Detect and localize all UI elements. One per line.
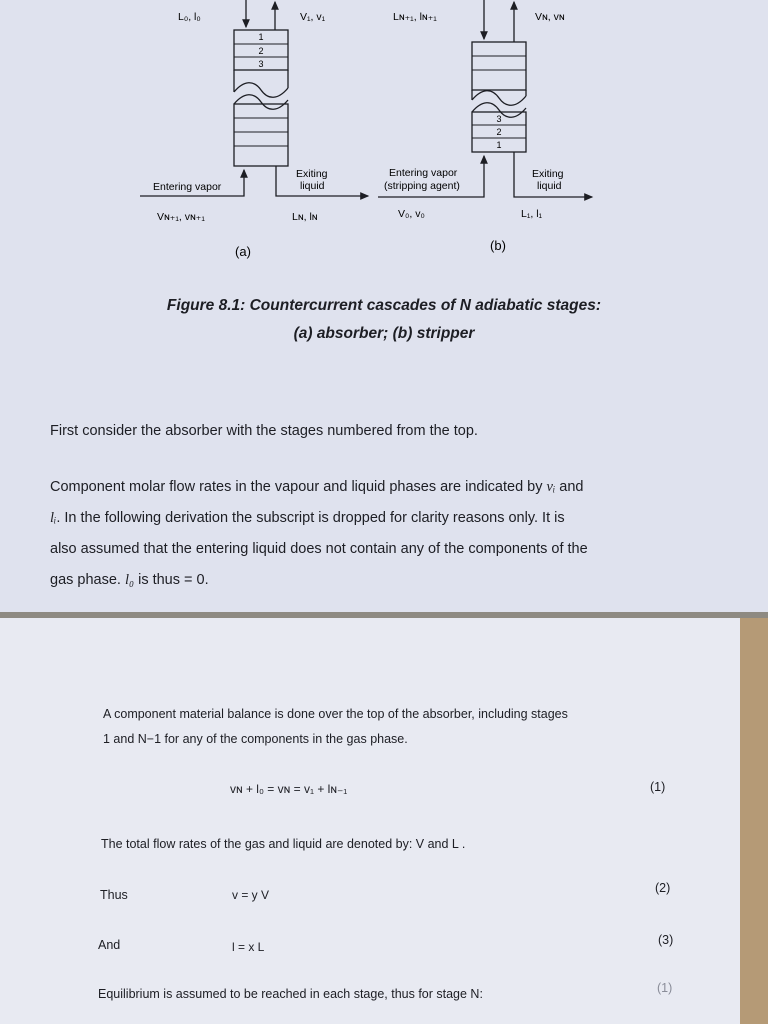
material-balance-line-2: 1 and N−1 for any of the components in the gas phase. [103,732,408,746]
and-label: And [98,938,121,952]
absorber-break-wave [234,83,288,98]
equation-2: v = y V [232,888,270,902]
absorber-stage-3: 3 [258,59,264,69]
absorber-top-liquid-label: L₀, l₀ [178,11,201,23]
equation-2-number: (2) [655,881,671,895]
flow-rate-paragraph [50,472,680,596]
figure-caption-line-1: Figure 8.1: Countercurrent cascades of N adiabatic stages: [166,297,602,314]
flow-rate-line-3: also assumed that the entering liquid does not contain any of the components of the [50,541,588,557]
text-run: gas phase. [50,572,121,588]
stripper-diagram [378,0,592,253]
absorber-column-bottom [234,104,288,166]
stripper-vapor-in-name-2: (stripping agent) [384,180,460,192]
flow-rate-line-4 [50,565,680,596]
page-bottom [0,618,740,1024]
panel-a-label: (a) [235,244,251,259]
stripper-vapor-in-name-1: Entering vapor [389,167,458,179]
table-surface [740,618,768,1024]
var-l0: l₀ [124,572,135,588]
equation-4-number: (1) [657,981,673,995]
equation-1-number: (1) [650,780,666,794]
stripper-liquid-out-name-2: liquid [537,180,562,192]
equation-1: vɴ + l₀ = vɴ = v₁ + lɴ₋₁ [230,782,348,796]
absorber-liquid-out-name-1: Exiting [296,168,328,180]
flow-rate-line-2 [50,503,680,534]
text-run: and [559,479,584,495]
stripper-break-wave [472,91,526,106]
stripper-column-top [472,42,526,90]
absorber-stage-2: 2 [258,46,264,56]
equation-3: l = x L [232,940,265,954]
stripper-top-liquid-label: Lɴ₊₁, lɴ₊₁ [393,11,437,23]
absorber-liquid-out-flow: Lɴ, lɴ [292,211,318,223]
stripper-stage-1: 1 [496,140,502,150]
stripper-liquid-out-name-1: Exiting [532,168,564,180]
text-run: . In the following derivation the subscript is dropped for clarity reasons only. It is [56,510,565,526]
stripper-vapor-in-flow: V₀, v₀ [398,208,425,220]
countercurrent-cascade-figure [0,0,768,260]
stripper-top-vapor-label: Vɴ, vɴ [535,11,565,23]
var-vi: vᵢ [546,479,556,495]
absorber-liquid-out-name-2: liquid [300,180,325,192]
absorber-diagram [140,0,368,259]
stripper-stage-2: 2 [496,127,502,137]
var-li: lᵢ [50,510,57,526]
text-run: Component molar flow rates in the vapour and liquid phases are indicated by [50,479,543,495]
panel-b-label: (b) [490,238,506,253]
equation-3-number: (3) [658,933,674,947]
absorber-vapor-in-flow: Vɴ₊₁, vɴ₊₁ [157,211,205,223]
flow-rate-line-1 [50,472,680,503]
material-balance-paragraph [103,702,643,752]
absorber-stage-1: 1 [258,32,264,42]
text-run: is thus = 0. [138,572,209,588]
absorber-top-vapor-label: V₁, v₁ [300,11,326,23]
absorber-vapor-in-name: Entering vapor [153,181,222,193]
total-flow-paragraph: The total flow rates of the gas and liquid are denoted by: V and L . [101,837,466,851]
material-balance-line-1: A component material balance is done over the top of the absorber, including stages [103,707,568,721]
stripper-stage-3: 3 [496,114,502,124]
figure-caption-line-2: (a) absorber; (b) stripper [293,325,475,342]
stripper-liquid-out-flow: L₁, l₁ [521,208,543,220]
equilibrium-paragraph: Equilibrium is assumed to be reached in each stage, thus for stage N: [98,987,483,1001]
thus-label: Thus [100,888,128,902]
intro-paragraph: First consider the absorber with the stages numbered from the top. [50,423,478,439]
